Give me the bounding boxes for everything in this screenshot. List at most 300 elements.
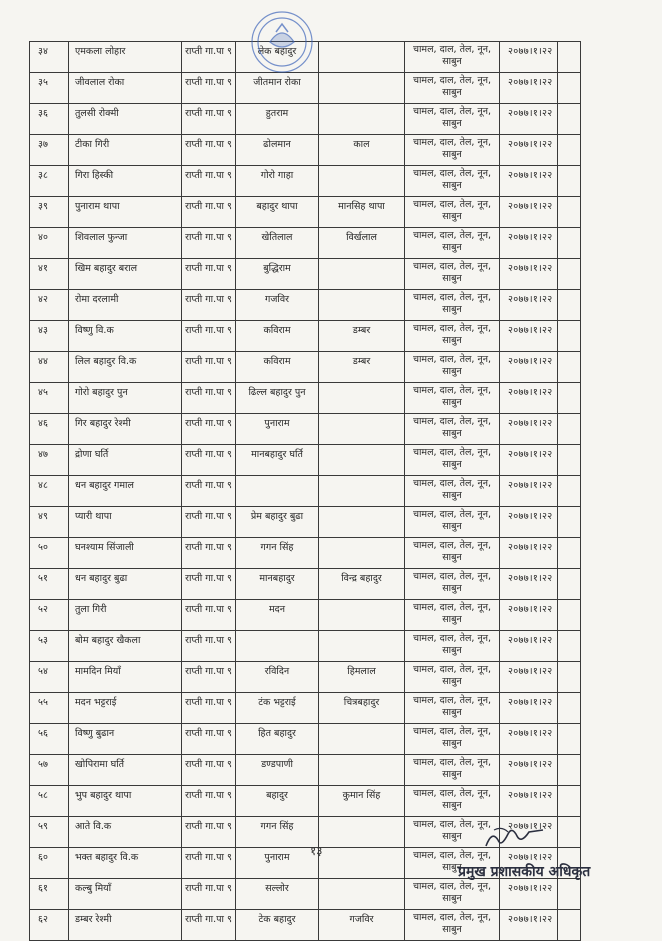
- distribution-date-cell: [500, 290, 558, 321]
- relief-items-cell: [405, 383, 500, 414]
- signature-cell: [558, 879, 581, 910]
- beneficiary-name-cell: [69, 42, 182, 73]
- beneficiary-name-text: प्यारी थापा: [75, 511, 112, 522]
- address-cell: [182, 693, 236, 724]
- distribution-date-text: २०७७।१।२२: [508, 263, 553, 274]
- address-cell: [182, 73, 236, 104]
- grandfather-name-cell: [319, 910, 405, 941]
- serial-number-text: ३६: [38, 108, 48, 119]
- relief-items-cell: [405, 166, 500, 197]
- distribution-date-text: २०७७।१।२२: [508, 728, 553, 739]
- distribution-date-text: २०७७।१।२२: [508, 356, 553, 367]
- address-text: राप्ती गा.पा ९: [185, 852, 232, 863]
- relief-items-text: चामल, दाल, तेल, नून, साबुन: [412, 664, 492, 687]
- beneficiary-name-text: तुला गिरी: [75, 604, 107, 615]
- relief-items-text: चामल, दाल, तेल, नून, साबुन: [412, 323, 492, 346]
- beneficiary-name-text: टीका गिरी: [75, 139, 110, 150]
- beneficiary-name-cell: [69, 817, 182, 848]
- relief-items-text: चामल, दाल, तेल, नून, साबुन: [412, 478, 492, 501]
- signature-cell: [558, 445, 581, 476]
- serial-number-text: ३७: [38, 139, 48, 150]
- signature-cell: [558, 73, 581, 104]
- address-text: राप्ती गा.पा ९: [185, 263, 232, 274]
- grandfather-name-text: डम्बर: [352, 325, 371, 336]
- grandfather-name-text: विर्खलाल: [346, 232, 377, 243]
- address-cell: [182, 538, 236, 569]
- serial-number-text: ३८: [38, 170, 48, 181]
- beneficiary-name-cell: [69, 910, 182, 941]
- beneficiary-name-text: तुलसी रोक्मी: [75, 108, 119, 119]
- grandfather-name-cell: [319, 507, 405, 538]
- beneficiary-name-cell: [69, 352, 182, 383]
- relief-items-cell: [405, 631, 500, 662]
- distribution-date-text: २०७७।१।२२: [508, 325, 553, 336]
- distribution-date-cell: [500, 166, 558, 197]
- relief-items-cell: [405, 538, 500, 569]
- father-name-cell: [236, 321, 319, 352]
- father-name-cell: [236, 538, 319, 569]
- grandfather-name-cell: [319, 352, 405, 383]
- table-row: [30, 600, 581, 631]
- beneficiary-name-cell: [69, 228, 182, 259]
- address-cell: [182, 879, 236, 910]
- father-name-cell: [236, 383, 319, 414]
- father-name-text: जीतमान रोका: [253, 77, 301, 88]
- signature-cell: [558, 352, 581, 383]
- grandfather-name-text: चित्रबहादुर: [343, 697, 380, 708]
- father-name-cell: [236, 569, 319, 600]
- grandfather-name-cell: [319, 724, 405, 755]
- table-row: [30, 724, 581, 755]
- signature-cell: [558, 786, 581, 817]
- grandfather-name-text: [319, 507, 404, 511]
- father-name-text: कविराम: [263, 325, 291, 336]
- distribution-date-text: २०७७।१।२२: [508, 46, 553, 57]
- distribution-date-text: २०७७।१।२२: [508, 914, 553, 925]
- distribution-date-cell: [500, 631, 558, 662]
- grandfather-name-cell: [319, 631, 405, 662]
- table-row: [30, 507, 581, 538]
- distribution-date-cell: [500, 445, 558, 476]
- table-row: [30, 414, 581, 445]
- distribution-date-text: २०७७।१।२२: [508, 635, 553, 646]
- father-name-cell: [236, 817, 319, 848]
- serial-number-text: ६१: [38, 883, 48, 894]
- grandfather-name-text: काल: [353, 139, 370, 150]
- serial-number-cell: [30, 259, 69, 290]
- father-name-text: प्रेम बहादुर बुढा: [250, 511, 304, 522]
- table-row: [30, 662, 581, 693]
- address-cell: [182, 321, 236, 352]
- serial-number-text: ४८: [38, 480, 48, 491]
- grandfather-name-cell: [319, 879, 405, 910]
- serial-number-text: ६२: [38, 914, 48, 925]
- address-cell: [182, 755, 236, 786]
- address-cell: [182, 197, 236, 228]
- relief-items-cell: [405, 786, 500, 817]
- address-cell: [182, 910, 236, 941]
- grandfather-name-text: [319, 414, 404, 418]
- father-name-cell: [236, 910, 319, 941]
- office-seal-icon: [232, 2, 332, 82]
- address-text: राप्ती गा.पा ९: [185, 232, 232, 243]
- relief-items-text: चामल, दाल, तेल, नून, साबुन: [412, 137, 492, 160]
- distribution-date-cell: [500, 755, 558, 786]
- table-row: [30, 569, 581, 600]
- distribution-date-cell: [500, 228, 558, 259]
- beneficiary-name-text: भुप बहादुर थापा: [75, 790, 132, 801]
- relief-items-text: चामल, दाल, तेल, नून, साबुन: [412, 354, 492, 377]
- serial-number-cell: [30, 290, 69, 321]
- serial-number-cell: [30, 538, 69, 569]
- grandfather-name-cell: [319, 538, 405, 569]
- grandfather-name-text: मानसिह थापा: [338, 201, 385, 212]
- relief-distribution-table: [29, 41, 581, 941]
- relief-items-cell: [405, 569, 500, 600]
- father-name-text: मानबहादुर घर्ति: [251, 449, 303, 460]
- serial-number-cell: [30, 414, 69, 445]
- distribution-date-cell: [500, 321, 558, 352]
- serial-number-cell: [30, 631, 69, 662]
- beneficiary-name-text: शिवलाल फुन्जा: [75, 232, 128, 243]
- beneficiary-name-cell: [69, 879, 182, 910]
- serial-number-text: ५४: [38, 666, 48, 677]
- beneficiary-name-cell: [69, 290, 182, 321]
- relief-items-cell: [405, 724, 500, 755]
- officer-title: प्रमुख प्रशासकीय अधिकृत: [458, 864, 591, 880]
- signature-cell: [558, 321, 581, 352]
- relief-items-text: चामल, दाल, तेल, नून, साबुन: [412, 881, 492, 904]
- father-name-text: बुद्धिराम: [263, 263, 291, 274]
- beneficiary-name-text: एमकला लोहार: [75, 46, 126, 57]
- grandfather-name-cell: [319, 259, 405, 290]
- table-row: [30, 786, 581, 817]
- grandfather-name-cell: [319, 135, 405, 166]
- father-name-cell: [236, 848, 319, 879]
- father-name-text: मानबहादुर: [259, 573, 295, 584]
- beneficiary-name-text: मामदिन मियाँ: [75, 666, 121, 677]
- serial-number-cell: [30, 476, 69, 507]
- father-name-cell: [236, 352, 319, 383]
- distribution-date-text: २०७७।१।२२: [508, 139, 553, 150]
- father-name-cell: [236, 445, 319, 476]
- serial-number-cell: [30, 662, 69, 693]
- address-text: राप्ती गा.पा ९: [185, 666, 232, 677]
- signature-cell: [558, 42, 581, 73]
- address-text: राप्ती गा.पा ९: [185, 697, 232, 708]
- father-name-cell: [236, 879, 319, 910]
- serial-number-text: ३५: [38, 77, 48, 88]
- distribution-date-text: २०७७।१।२२: [508, 759, 553, 770]
- distribution-date-cell: [500, 414, 558, 445]
- relief-items-cell: [405, 321, 500, 352]
- table-row: [30, 910, 581, 941]
- father-name-text: टंक भट्टराई: [258, 697, 296, 708]
- address-cell: [182, 414, 236, 445]
- address-cell: [182, 166, 236, 197]
- distribution-date-cell: [500, 538, 558, 569]
- grandfather-name-cell: [319, 290, 405, 321]
- table-row: [30, 631, 581, 662]
- distribution-date-text: २०७७।१।२२: [508, 232, 553, 243]
- address-cell: [182, 817, 236, 848]
- father-name-cell: [236, 724, 319, 755]
- serial-number-cell: [30, 352, 69, 383]
- distribution-date-text: २०७७।१।२२: [508, 170, 553, 181]
- table-row: [30, 693, 581, 724]
- distribution-date-cell: [500, 104, 558, 135]
- beneficiary-name-cell: [69, 600, 182, 631]
- relief-items-text: चामल, दाल, तेल, नून, साबुन: [412, 106, 492, 129]
- father-name-text: टेक बहादुर: [258, 914, 296, 925]
- distribution-date-cell: [500, 476, 558, 507]
- grandfather-name-text: [319, 538, 404, 542]
- serial-number-cell: [30, 755, 69, 786]
- beneficiary-name-cell: [69, 414, 182, 445]
- beneficiary-name-text: खोपिरामा घर्ति: [75, 759, 125, 770]
- distribution-date-text: २०७७।१।२२: [508, 294, 553, 305]
- serial-number-text: ५७: [38, 759, 48, 770]
- grandfather-name-cell: [319, 693, 405, 724]
- grandfather-name-cell: [319, 848, 405, 879]
- serial-number-cell: [30, 445, 69, 476]
- serial-number-text: ३४: [38, 46, 48, 57]
- beneficiary-name-cell: [69, 662, 182, 693]
- address-cell: [182, 600, 236, 631]
- grandfather-name-text: [319, 817, 404, 821]
- grandfather-name-text: [319, 259, 404, 263]
- table-row: [30, 538, 581, 569]
- father-name-cell: [236, 290, 319, 321]
- relief-items-text: चामल, दाल, तेल, नून, साबुन: [412, 416, 492, 439]
- address-text: राप्ती गा.पा ९: [185, 139, 232, 150]
- relief-items-cell: [405, 445, 500, 476]
- distribution-date-cell: [500, 910, 558, 941]
- table-row: [30, 445, 581, 476]
- signature-cell: [558, 755, 581, 786]
- signature-cell: [558, 693, 581, 724]
- address-text: राप्ती गा.पा ९: [185, 77, 232, 88]
- signature-cell: [558, 631, 581, 662]
- relief-items-cell: [405, 600, 500, 631]
- relief-items-text: चामल, दाल, तेल, नून, साबुन: [412, 292, 492, 315]
- serial-number-cell: [30, 321, 69, 352]
- grandfather-name-cell: [319, 414, 405, 445]
- serial-number-cell: [30, 73, 69, 104]
- table-row: [30, 383, 581, 414]
- signature-cell: [558, 290, 581, 321]
- relief-items-cell: [405, 910, 500, 941]
- grandfather-name-text: [319, 755, 404, 759]
- relief-items-text: चामल, दाल, तेल, नून, साबुन: [412, 757, 492, 780]
- relief-items-cell: [405, 135, 500, 166]
- serial-number-cell: [30, 197, 69, 228]
- address-text: राप्ती गा.पा ९: [185, 511, 232, 522]
- distribution-date-cell: [500, 42, 558, 73]
- signature-cell: [558, 104, 581, 135]
- grandfather-name-text: [319, 879, 404, 883]
- beneficiary-name-cell: [69, 476, 182, 507]
- grandfather-name-cell: [319, 321, 405, 352]
- table-row: [30, 879, 581, 910]
- distribution-date-cell: [500, 259, 558, 290]
- father-name-cell: [236, 166, 319, 197]
- father-name-text: पुनाराम: [264, 852, 290, 863]
- table-row: [30, 228, 581, 259]
- serial-number-text: ५५: [38, 697, 48, 708]
- father-name-text: [236, 476, 318, 480]
- beneficiary-name-text: कल्बु मियाँ: [75, 883, 112, 894]
- address-cell: [182, 228, 236, 259]
- father-name-text: खेतिलाल: [261, 232, 293, 243]
- serial-number-cell: [30, 910, 69, 941]
- address-cell: [182, 104, 236, 135]
- distribution-date-cell: [500, 600, 558, 631]
- address-text: राप्ती गा.पा ९: [185, 108, 232, 119]
- distribution-date-text: २०७७।१।२२: [508, 201, 553, 212]
- signature-cell: [558, 817, 581, 848]
- address-cell: [182, 724, 236, 755]
- address-cell: [182, 383, 236, 414]
- relief-items-cell: [405, 476, 500, 507]
- father-name-text: पुनाराम: [264, 418, 290, 429]
- grandfather-name-text: [319, 104, 404, 108]
- relief-items-cell: [405, 414, 500, 445]
- distribution-date-cell: [500, 569, 558, 600]
- page-number: १३: [310, 844, 323, 858]
- address-text: राप्ती गा.पा ९: [185, 170, 232, 181]
- relief-items-text: चामल, दाल, तेल, नून, साबुन: [412, 447, 492, 470]
- father-name-text: गगन सिंह: [260, 821, 294, 832]
- address-text: राप्ती गा.पा ९: [185, 325, 232, 336]
- distribution-date-cell: [500, 879, 558, 910]
- beneficiary-name-cell: [69, 848, 182, 879]
- grandfather-name-cell: [319, 445, 405, 476]
- address-text: राप्ती गा.पा ९: [185, 46, 232, 57]
- grandfather-name-text: [319, 724, 404, 728]
- grandfather-name-cell: [319, 662, 405, 693]
- beneficiary-name-cell: [69, 104, 182, 135]
- serial-number-text: ४४: [38, 356, 48, 367]
- serial-number-text: ५६: [38, 728, 48, 739]
- father-name-text: बहादुर थापा: [256, 201, 298, 212]
- address-text: राप्ती गा.पा ९: [185, 573, 232, 584]
- beneficiary-name-cell: [69, 693, 182, 724]
- serial-number-cell: [30, 507, 69, 538]
- signature-cell: [558, 197, 581, 228]
- table-row: [30, 290, 581, 321]
- signature-cell: [558, 259, 581, 290]
- address-cell: [182, 786, 236, 817]
- father-name-cell: [236, 786, 319, 817]
- father-name-text: हुतराम: [265, 108, 289, 119]
- distribution-date-cell: [500, 135, 558, 166]
- address-text: राप्ती गा.पा ९: [185, 542, 232, 553]
- father-name-cell: [236, 135, 319, 166]
- serial-number-cell: [30, 879, 69, 910]
- distribution-date-cell: [500, 383, 558, 414]
- distribution-date-text: २०७७।१।२२: [508, 697, 553, 708]
- father-name-text: गगन सिंह: [260, 542, 294, 553]
- distribution-date-cell: [500, 786, 558, 817]
- beneficiary-name-cell: [69, 383, 182, 414]
- distribution-date-text: २०७७।१।२२: [508, 604, 553, 615]
- beneficiary-name-text: जीवलाल रोका: [75, 77, 125, 88]
- relief-items-cell: [405, 693, 500, 724]
- father-name-cell: [236, 414, 319, 445]
- relief-items-text: चामल, दाल, तेल, नून, साबुन: [412, 633, 492, 656]
- distribution-date-text: २०७७।१।२२: [508, 511, 553, 522]
- handwritten-signature-icon: [480, 824, 550, 852]
- beneficiary-name-text: लिल बहादुर वि.क: [75, 356, 137, 367]
- relief-items-text: चामल, दाल, तेल, नून, साबुन: [412, 509, 492, 532]
- relief-items-cell: [405, 662, 500, 693]
- beneficiary-name-cell: [69, 259, 182, 290]
- address-cell: [182, 476, 236, 507]
- address-text: राप्ती गा.पा ९: [185, 728, 232, 739]
- signature-cell: [558, 135, 581, 166]
- address-text: राप्ती गा.पा ९: [185, 790, 232, 801]
- beneficiary-name-text: पुनाराम थापा: [75, 201, 120, 212]
- relief-items-text: चामल, दाल, तेल, नून, साबुन: [412, 540, 492, 563]
- signature-cell: [558, 724, 581, 755]
- relief-items-cell: [405, 352, 500, 383]
- address-text: राप्ती गा.पा ९: [185, 480, 232, 491]
- serial-number-cell: [30, 228, 69, 259]
- serial-number-text: ४१: [38, 263, 48, 274]
- relief-items-cell: [405, 228, 500, 259]
- father-name-text: मदन: [269, 604, 285, 615]
- relief-items-text: चामल, दाल, तेल, नून, साबुन: [412, 44, 492, 67]
- relief-items-text: चामल, दाल, तेल, नून, साबुन: [412, 695, 492, 718]
- grandfather-name-cell: [319, 569, 405, 600]
- address-cell: [182, 352, 236, 383]
- father-name-cell: [236, 197, 319, 228]
- serial-number-cell: [30, 42, 69, 73]
- relief-items-text: चामल, दाल, तेल, नून, साबुन: [412, 726, 492, 749]
- father-name-text: ढिल्ल बहादुर पुन: [248, 387, 306, 398]
- beneficiary-name-text: रोमा दरलामी: [75, 294, 119, 305]
- grandfather-name-text: हिमलाल: [347, 666, 376, 677]
- relief-items-text: चामल, दाल, तेल, नून, साबुन: [412, 571, 492, 594]
- grandfather-name-text: विन्द्र बहादुर: [341, 573, 382, 584]
- table-row: [30, 755, 581, 786]
- relief-items-text: चामल, दाल, तेल, नून, साबुन: [412, 75, 492, 98]
- grandfather-name-cell: [319, 197, 405, 228]
- distribution-date-text: २०७७।१।२२: [508, 387, 553, 398]
- beneficiary-name-cell: [69, 724, 182, 755]
- beneficiary-name-cell: [69, 538, 182, 569]
- relief-items-cell: [405, 290, 500, 321]
- serial-number-text: ५९: [38, 821, 48, 832]
- serial-number-text: ५३: [38, 635, 48, 646]
- address-cell: [182, 631, 236, 662]
- grandfather-name-text: डम्बर: [352, 356, 371, 367]
- distribution-date-text: २०७७।१।२२: [508, 418, 553, 429]
- beneficiary-name-text: गोरो बहादुर पुन: [75, 387, 128, 398]
- relief-items-text: चामल, दाल, तेल, नून, साबुन: [412, 819, 492, 842]
- table-row: [30, 135, 581, 166]
- serial-number-cell: [30, 817, 69, 848]
- address-text: राप्ती गा.पा ९: [185, 294, 232, 305]
- serial-number-cell: [30, 135, 69, 166]
- serial-number-text: ४०: [38, 232, 48, 243]
- father-name-cell: [236, 755, 319, 786]
- father-name-text: [236, 631, 318, 635]
- beneficiary-name-text: खिम बहादुर बराल: [75, 263, 138, 274]
- address-text: राप्ती गा.पा ९: [185, 387, 232, 398]
- distribution-date-cell: [500, 693, 558, 724]
